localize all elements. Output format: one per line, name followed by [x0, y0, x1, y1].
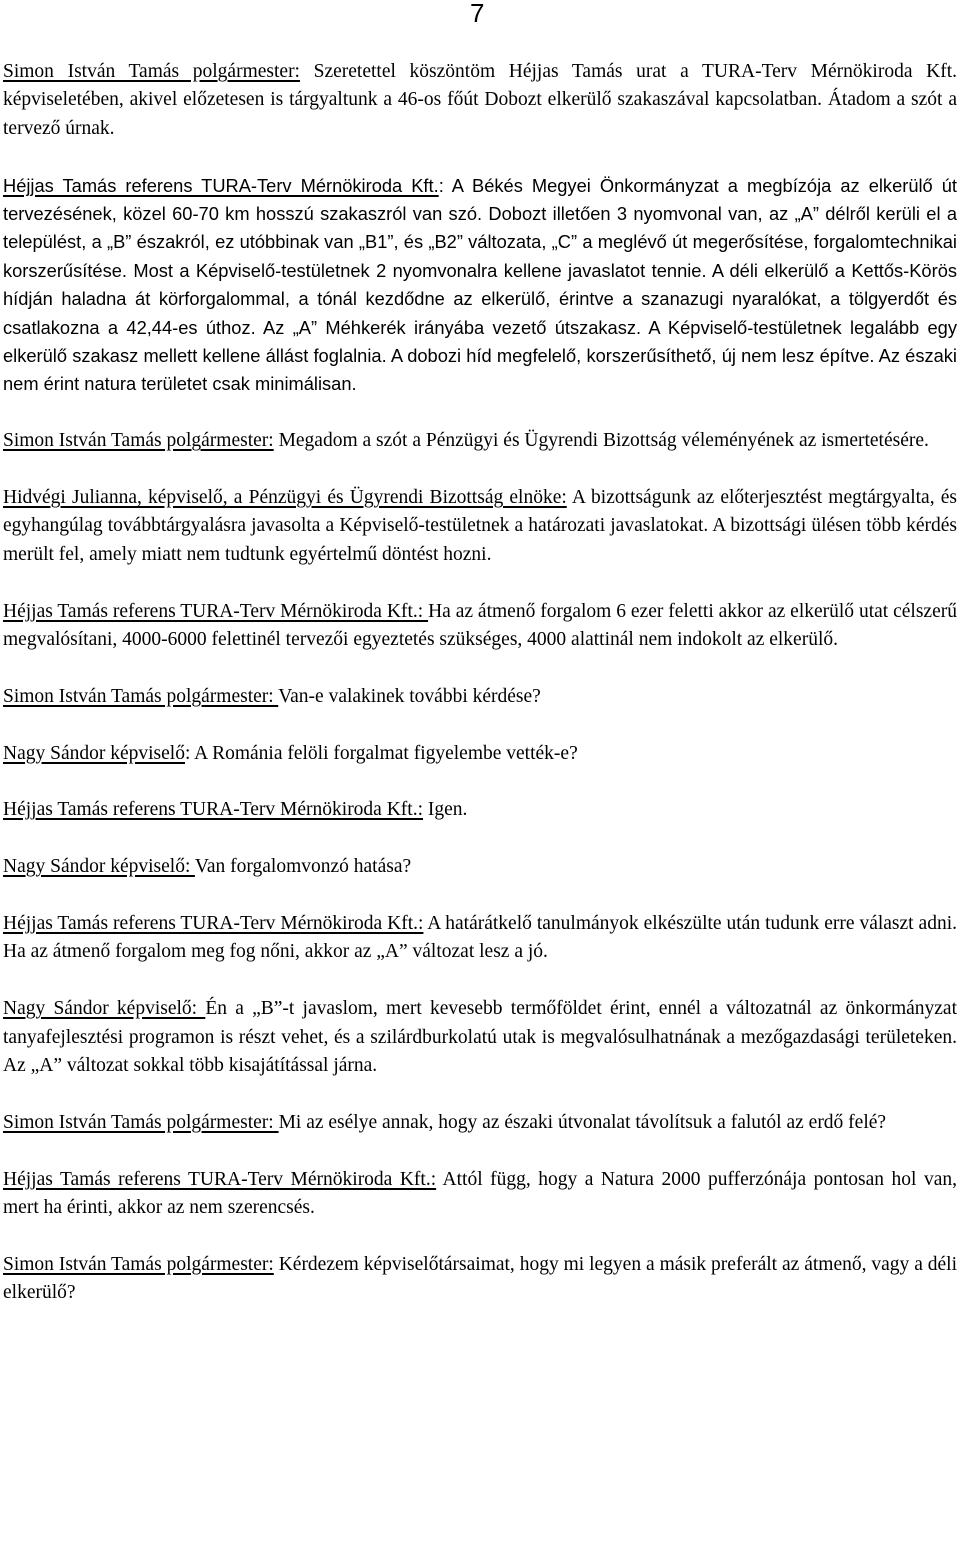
paragraph-text: Mi az esélye annak, hogy az északi útvonalat távolítsuk a falutól az erdő felé?: [278, 1111, 887, 1133]
speaker-name: Simon István Tamás polgármester:: [3, 1253, 274, 1275]
paragraph-text: Szeretettel köszöntöm Héjjas Tamás urat a TURA-Terv Mérnökiroda Kft. képviseletében, akivel előzetesen is tárgyaltunk a 46-os főút Dobozt elkerülő szakaszával kapcsolatban. Átadom a szót a tervező úrnak.: [3, 61, 957, 139]
speaker-name: Héjjas Tamás referens TURA-Terv Mérnökiroda Kft.:: [3, 1168, 437, 1190]
paragraph-text: Van-e valakinek további kérdése?: [278, 685, 541, 707]
paragraph-text: Igen.: [423, 799, 468, 821]
paragraph: [3, 58, 957, 143]
paragraph: [3, 1109, 957, 1137]
paragraph-text: Ha az átmenő forgalom 6 ezer feletti akkor az elkerülő utat célszerű megvalósítani, 4000-6000 felettinél tervezői egyeztetés szükséges, 4000 alattinál nem indokolt az elkerülő.: [3, 600, 957, 651]
paragraph-text: Én a „B”-t javaslom, mert kevesebb termőföldet érint, ennél a változatnál az önkormányzat tanyafejlesztési programon is részt vehet, és a szilárdburkolatú utak is megvalósulhatnának a mezőgazdasági területeken. Az „A” változat sokkal több kisajátítással járna.: [3, 998, 957, 1077]
speaker-name: Simon István Tamás polgármester:: [3, 61, 300, 82]
speaker-name: Simon István Tamás polgármester:: [3, 685, 279, 707]
speaker-name: Simon István Tamás polgármester:: [3, 1111, 279, 1133]
speaker-name: Simon István Tamás polgármester:: [3, 430, 274, 452]
paragraph: [3, 796, 957, 824]
document-body: [3, 58, 957, 1336]
paragraph: [3, 740, 957, 768]
paragraph: [3, 1166, 957, 1223]
speaker-name: Héjjas Tamás referens TURA-Terv Mérnökiroda Kft.: [3, 174, 439, 196]
paragraph: [3, 910, 957, 967]
paragraph: [3, 683, 957, 711]
speaker-name: Héjjas Tamás referens TURA-Terv Mérnökiroda Kft.:: [3, 799, 424, 821]
paragraph: [3, 853, 957, 881]
paragraph: [3, 172, 957, 399]
speaker-name: Nagy Sándor képviselő:: [3, 856, 195, 878]
speaker-name: Héjjas Tamás referens TURA-Terv Mérnökiroda Kft.:: [3, 600, 429, 622]
paragraph-text: Megadom a szót a Pénzügyi és Ügyrendi Bizottság véleményének az ismertetésére.: [273, 430, 929, 452]
paragraph-text: A határátkelő tanulmányok elkészülte után tudunk erre választ adni. Ha az átmenő forgalom meg fog nőni, akkor az „A” változat lesz a jó.: [3, 913, 957, 963]
speaker-name: Nagy Sándor képviselő:: [3, 998, 206, 1020]
speaker-name: Héjjas Tamás referens TURA-Terv Mérnökiroda Kft.:: [3, 913, 424, 935]
paragraph-text: Kérdezem képviselőtársaimat, hogy mi legyen a másik preferált az átmenő, vagy a déli elkerülő?: [3, 1253, 958, 1304]
paragraph: [3, 1251, 957, 1308]
paragraph-text: A bizottságunk az előterjesztést megtárgyalta, és egyhangúlag továbbtárgyalásra javasolta a Képviselő-testületnek a határozati javaslatokat. A bizottsági ülésen több kérdés merült fel, amely miatt nem tudtunk egyértelmű döntést hozni.: [3, 487, 957, 565]
paragraph: [3, 484, 957, 569]
speaker-name: Hidvégi Julianna, képviselő, a Pénzügyi és Ügyrendi Bizottság elnöke:: [3, 487, 567, 509]
paragraph-text: Attól függ, hogy a Natura 2000 pufferzónája pontosan hol van, mert ha érinti, akkor az nem szerencsés.: [3, 1168, 957, 1219]
paragraph: [3, 427, 957, 455]
paragraph: [3, 598, 957, 655]
paragraph-text: : A Békés Megyei Önkormányzat a megbízója az elkerülő út tervezésének, közel 60-70 km hosszú szakaszról van szó. Dobozt illetően 3 nyomvonal van, az „A” délről kerüli el a települést, a „B” északról, ez utóbbinak van „B1”, és „B2” változata, „C” a meglévő út megerősítése, forgalomtechnikai korszerűsítése. Most a Képviselő-testületnek 2 nyomvonalra kellene javaslatot tennie. A déli elkerülő a Kettős-Körös hídján haladna át körforgalommal, a tónál kezdődne az elkerülő, érintve a szanazugi nyaralókat, a tölgyerdőt és csatlakozna a 42,44-es úthoz. Az „A” Méhkerék irányába vezető útszakasz. A Képviselő-testületnek legalább egy elkerülő szakasz mellett kellene állást foglalnia. A dobozi híd megfelelő, korszerűsíthető, új nem lesz építve. Az északi nem érint natura területet csak minimálisan.: [3, 174, 958, 395]
paragraph-text: Van forgalomvonzó hatása?: [194, 856, 412, 878]
page-number: 7: [470, 0, 485, 28]
paragraph-text: : A Románia felöli forgalmat figyelembe vették-e?: [184, 742, 578, 764]
speaker-name: Nagy Sándor képviselő: [3, 742, 185, 764]
paragraph: [3, 995, 957, 1080]
